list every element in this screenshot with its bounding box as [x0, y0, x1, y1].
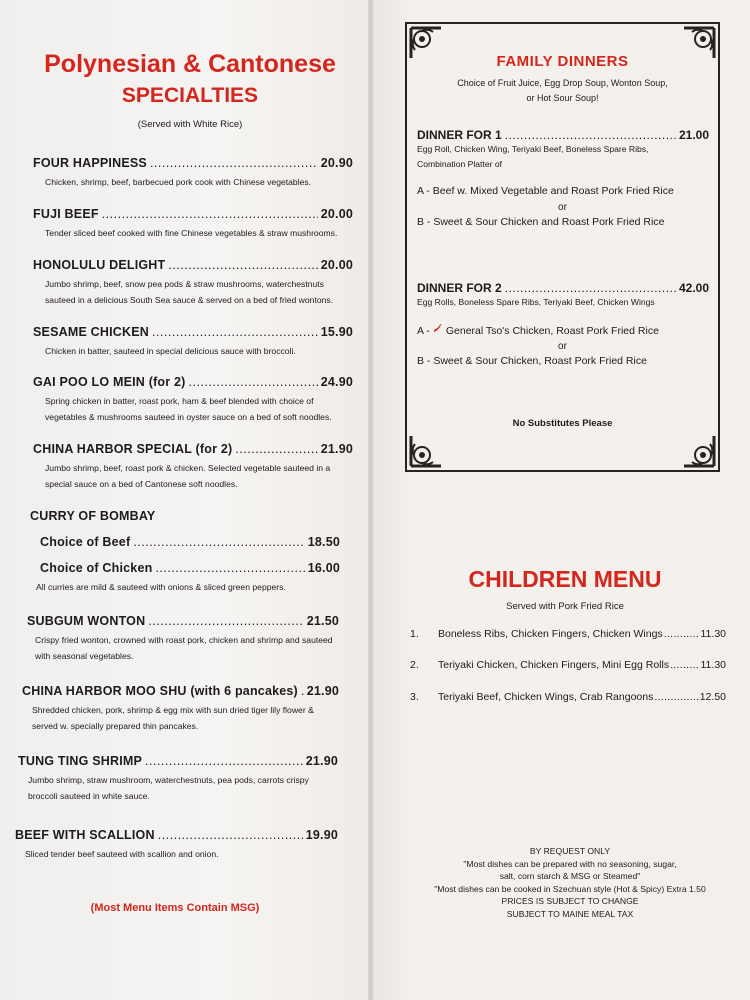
served-with-note: (Served with White Rice): [137, 119, 243, 130]
item-name: TUNG TING SHRIMP: [18, 754, 143, 768]
or-label: or: [558, 341, 567, 352]
item-desc: Shredded chicken, pork, shrimp & egg mix with sun dried tiger lily flower &: [32, 705, 314, 715]
item-name: CURRY OF BOMBAY: [30, 509, 156, 523]
children-menu-title: CHILDREN MENU: [468, 566, 662, 592]
menu-item: [33, 258, 353, 308]
children-menu-item: 1. Boneless Ribs, Chicken Fingers, Chicken Wings ..... 11.30: [410, 628, 726, 640]
item-name: FUJI BEEF: [33, 207, 99, 221]
item-price: 11.30: [700, 628, 726, 640]
item-price: 20.00: [320, 258, 353, 272]
specialties-title-line2: SPECIALTIES: [121, 84, 259, 107]
item-price: 19.90: [305, 828, 338, 842]
item-name: Choice of Chicken: [40, 561, 153, 575]
menu-item: [27, 614, 339, 664]
item-name: BEEF WITH SCALLION: [15, 828, 155, 842]
item-desc: sauteed in a delicious South Sea sauce & served on a bed of fried wontons.: [45, 295, 334, 305]
children-menu-subtitle: Served with Pork Fried Rice: [506, 601, 624, 612]
menu-item: [40, 535, 340, 549]
menu-item: [33, 375, 353, 425]
item-name: Boneless Ribs, Chicken Fingers, Chicken Wings: [438, 628, 663, 640]
item-desc: Sliced tender beef sauteed with scallion and onion.: [25, 849, 219, 859]
dinner1-option-a: A - Beef w. Mixed Vegetable and Roast Pork Fried Rice: [417, 185, 674, 197]
item-desc: All curries are mild & sauteed with onions & sliced green peppers.: [36, 582, 286, 592]
item-desc: Spring chicken in batter, roast pork, ham & beef blended with choice of: [45, 396, 314, 406]
item-name: SESAME CHICKEN: [33, 325, 150, 339]
menu-item: [18, 754, 338, 804]
item-price: 21.90: [305, 754, 338, 768]
menu-item: [22, 684, 339, 734]
item-price: 21.90: [306, 684, 339, 698]
item-desc: Chicken in batter, sauteed in special delicious sauce with broccoli.: [45, 346, 296, 356]
item-desc: Jumbo shrimp, beef, snow pea pods & straw mushrooms, waterchestnuts: [45, 279, 324, 289]
dinner-for-2: DINNER FOR 2 ..... 42.00 Egg Rolls, Boneless Spare Ribs, Teriyaki Beef, Chicken Wings: [417, 281, 709, 310]
item-price: 21.90: [320, 442, 353, 456]
menu-item: [33, 156, 353, 191]
item-desc: Crispy fried wonton, crowned with roast pork, chicken and shrimp and sauteed: [35, 635, 333, 645]
item-desc: special sauce on a bed of Cantonese soft noodles.: [45, 479, 238, 489]
item-price: 12.50: [699, 691, 726, 703]
item-name: CHINA HARBOR MOO SHU (with 6 pancakes): [22, 684, 298, 698]
item-price: 11.30: [700, 659, 726, 671]
corner-ornament-icon: [409, 434, 443, 468]
dinner2-option-b: B - Sweet & Sour Chicken, Roast Pork Fried Rice: [417, 355, 647, 367]
family-dinners-box: [405, 22, 720, 472]
item-desc: vegetables & mushrooms sauteed in oyster sauce on a bed of soft noodles.: [45, 412, 332, 422]
item-price: 20.00: [320, 207, 353, 221]
item-desc: broccoli sauteed in white sauce.: [28, 791, 150, 801]
family-dinners-subtitle: Choice of Fruit Juice, Egg Drop Soup, Wonton Soup, or Hot Sour Soup!: [457, 78, 668, 103]
menu-item: [15, 828, 338, 863]
msg-note: (Most Menu Items Contain MSG): [90, 902, 260, 914]
item-price: 15.90: [320, 325, 353, 339]
item-name: SUBGUM WONTON: [27, 614, 146, 628]
children-menu-item: 2. Teriyaki Chicken, Chicken Fingers, Mini Egg Rolls ..... 11.30: [410, 659, 726, 671]
item-desc: Jumbo shrimp, straw mushroom, waterchestnuts, pea pods, carrots crispy: [28, 775, 309, 785]
dinner-name: DINNER FOR 2: [417, 281, 502, 295]
corner-ornament-icon: [682, 434, 716, 468]
item-name: FOUR HAPPINESS: [33, 156, 147, 170]
item-desc: Chicken, shrimp, beef, barbecued pork cook with Chinese vegetables.: [45, 177, 312, 187]
family-dinners-title: FAMILY DINNERS: [496, 53, 629, 70]
dinner1-option-b: B - Sweet & Sour Chicken and Roast Pork Fried Rice: [417, 216, 665, 228]
item-desc: served w. specially prepared thin pancakes.: [32, 721, 199, 731]
or-label: or: [558, 202, 567, 213]
dinner-for-1: DINNER FOR 1 ..... 21.00 Egg Roll, Chicken Wing, Teriyaki Beef, Boneless Spare Ribs, Combination Platter of: [417, 128, 709, 172]
specialties-title-line1: Polynesian & Cantonese: [44, 50, 336, 78]
menu-item: [33, 325, 353, 360]
menu-item: [33, 442, 353, 492]
item-name: Choice of Beef: [40, 535, 131, 549]
item-desc: Tender sliced beef cooked with fine Chinese vegetables & straw mushrooms.: [45, 228, 338, 238]
dinner-price: 42.00: [678, 281, 709, 295]
dinner-price: 21.00: [678, 128, 709, 142]
item-price: 16.00: [307, 561, 340, 575]
item-price: 18.50: [307, 535, 340, 549]
dinner-name: DINNER FOR 1: [417, 128, 502, 142]
item-price: 21.50: [306, 614, 339, 628]
item-name: Teriyaki Beef, Chicken Wings, Crab Rangoons: [438, 691, 654, 703]
item-price: 24.90: [320, 375, 353, 389]
item-desc: with seasonal vegetables.: [35, 651, 134, 661]
dinner2-option-a: A - General Tso's Chicken, Roast Pork Fried Rice: [417, 325, 659, 337]
no-substitutes-note: No Substitutes Please: [512, 418, 613, 429]
children-menu-item: 3. Teriyaki Beef, Chicken Wings, Crab Rangoons ..... 12.50: [410, 691, 726, 703]
menu-section-curry: [30, 509, 350, 523]
menu-item: [33, 207, 353, 242]
item-name: Teriyaki Chicken, Chicken Fingers, Mini Egg Rolls: [438, 659, 670, 671]
item-name: HONOLULU DELIGHT: [33, 258, 166, 272]
item-price: 20.90: [320, 156, 353, 170]
item-desc: Jumbo shrimp, beef, roast pork & chicken. Selected vegetable sauteed in a: [45, 463, 331, 473]
menu-item: [36, 561, 340, 596]
item-name: CHINA HARBOR SPECIAL (for 2): [33, 442, 233, 456]
request-notes: BY REQUEST ONLY "Most dishes can be prepared with no seasoning, sugar, salt, corn starch & MSG or Steamed" "Most dishes can be cooked in Szechuan style (Hot & Spicy) Extra 1.50 PRICES IS SUBJECT TO CHANGE SUBJECT TO MAINE MEAL TAX: [434, 846, 706, 919]
page-fold: [368, 0, 374, 1000]
item-name: GAI POO LO MEIN (for 2): [33, 375, 186, 389]
chili-pepper-icon: [432, 324, 442, 334]
